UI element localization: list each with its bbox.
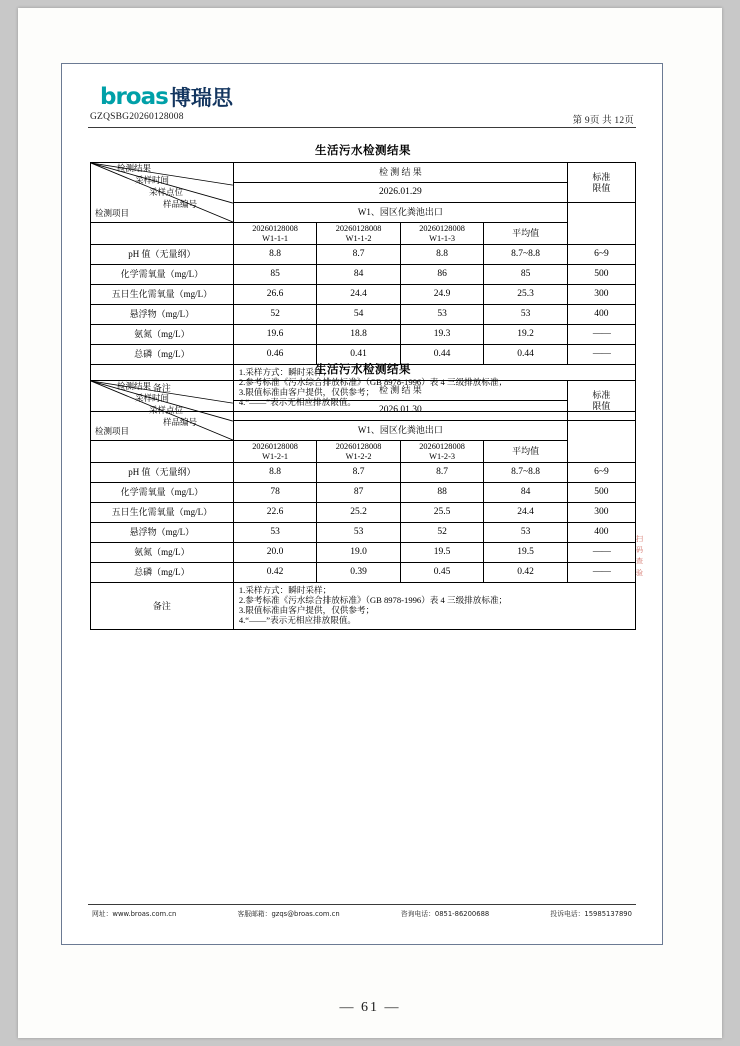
sample-code: 20260128008 [419, 224, 465, 233]
side-mark: 码 [636, 546, 643, 555]
table-row [91, 543, 636, 563]
limit-header-line1: 标准 [592, 172, 611, 183]
sampling-point: W1、园区化粪池出口 [233, 421, 567, 441]
row-item: 化学需氧量（mg/L） [91, 265, 234, 285]
table-row [91, 523, 636, 543]
notes-label: 备注 [91, 365, 234, 412]
sample-id-3 [400, 441, 484, 463]
row-value-1: 8.8 [233, 463, 317, 483]
note-line: 1.采样方式：瞬时采样； [238, 367, 332, 378]
side-mark: 扫 [636, 535, 643, 543]
row-average: 0.44 [484, 345, 568, 365]
corner-label-1: 检测结果 [117, 164, 152, 174]
sample-id-1 [233, 223, 317, 245]
row-value-1: 85 [233, 265, 317, 285]
note-line: 3.限值标准由客户提供，仅供参考； [238, 386, 375, 397]
row-limit: 300 [567, 285, 635, 305]
sample-code: 20260128008 [252, 224, 298, 233]
result-header: 检 测 结 果 [233, 381, 567, 401]
sampling-date: 2026.01.30 [233, 401, 567, 421]
item-header [91, 441, 234, 463]
row-value-3: 0.44 [400, 345, 484, 365]
row-value-3: 86 [400, 265, 484, 285]
row-limit: 6~9 [567, 245, 635, 265]
row-value-2: 53 [317, 523, 401, 543]
note-line: 4.“——”表示无相应排放限值。 [238, 396, 357, 407]
table-row [91, 245, 636, 265]
sampling-date: 2026.01.29 [233, 183, 567, 203]
sample-sub: W1-2-3 [429, 451, 455, 461]
row-value-2: 87 [317, 483, 401, 503]
corner-label-3: 采样点位 [149, 188, 184, 198]
row-value-2: 8.7 [317, 463, 401, 483]
table-row [91, 285, 636, 305]
row-average: 19.5 [484, 543, 568, 563]
row-limit: 500 [567, 483, 635, 503]
corner-label-4: 样品编号 [163, 200, 198, 210]
table-row [91, 563, 636, 583]
note-line: 2.参考标准《污水综合排放标准》（GB 8978-1996）表 4 三级排放标准； [238, 594, 508, 605]
corner-label-5: 检测项目 [95, 427, 130, 438]
row-value-1: 26.6 [233, 285, 317, 305]
row-value-1: 0.42 [233, 563, 317, 583]
table-row [91, 583, 636, 630]
corner-label-2: 采样时间 [135, 394, 170, 404]
result-table-2 [90, 376, 636, 630]
row-value-3: 19.3 [400, 325, 484, 345]
row-average: 25.3 [484, 285, 568, 305]
sample-code: 20260128008 [419, 442, 465, 451]
row-value-3: 19.5 [400, 543, 484, 563]
row-value-1: 53 [233, 523, 317, 543]
row-average: 0.42 [484, 563, 568, 583]
table-row [91, 483, 636, 503]
row-value-3: 25.5 [400, 503, 484, 523]
corner-label-1: 检测结果 [117, 382, 152, 392]
sample-sub: W1-1-1 [262, 233, 288, 243]
sample-code: 20260128008 [335, 224, 382, 233]
corner-label-3: 采样点位 [149, 406, 184, 416]
row-value-3: 8.8 [400, 245, 484, 265]
row-value-2: 0.39 [317, 563, 401, 583]
sample-sub: W1-1-3 [429, 233, 455, 243]
document-page [18, 8, 722, 1038]
header-divider [88, 127, 636, 128]
row-value-2: 8.7 [317, 245, 401, 265]
row-item: 五日生化需氧量（mg/L） [91, 285, 234, 305]
row-value-3: 52 [400, 523, 484, 543]
row-value-2: 18.8 [317, 325, 401, 345]
row-value-2: 84 [317, 265, 401, 285]
table-row [91, 305, 636, 325]
sampling-point: W1、园区化粪池出口 [233, 203, 567, 223]
corner-header-cell [91, 381, 234, 441]
note-line: 3.限值标准由客户提供，仅供参考； [238, 604, 375, 615]
report-frame [61, 63, 663, 945]
page-indicator: 第 9页 共 12页 [572, 116, 634, 126]
row-item: pH 值（无量纲） [91, 245, 234, 265]
result-header: 检 测 结 果 [233, 163, 567, 183]
row-average: 85 [484, 265, 568, 285]
limit-header-spacer [567, 421, 635, 463]
item-header [91, 223, 234, 245]
row-limit: —— [567, 345, 635, 365]
limit-header [567, 381, 635, 421]
sample-sub: W1-1-2 [345, 233, 372, 243]
row-item: 总磷（mg/L） [91, 563, 234, 583]
row-limit: —— [567, 325, 635, 345]
sample-id-1 [233, 441, 317, 463]
row-average: 8.7~8.8 [484, 245, 568, 265]
row-value-2: 24.4 [317, 285, 401, 305]
row-value-1: 8.8 [233, 245, 317, 265]
row-item: 悬浮物（mg/L） [91, 305, 234, 325]
row-value-3: 8.7 [400, 463, 484, 483]
report-number: GZQSBG20260128008 [90, 112, 184, 122]
row-value-2: 54 [317, 305, 401, 325]
row-value-1: 19.6 [233, 325, 317, 345]
table-row [91, 381, 636, 401]
row-item: pH 值（无量纲） [91, 463, 234, 483]
row-value-1: 78 [233, 483, 317, 503]
footer-divider [88, 904, 636, 905]
row-item: 化学需氧量（mg/L） [91, 483, 234, 503]
row-item: 氨氮（mg/L） [91, 543, 234, 563]
side-mark: 查 [636, 557, 643, 566]
limit-header-spacer [567, 203, 635, 245]
company-logo [100, 82, 233, 112]
row-item: 五日生化需氧量（mg/L） [91, 503, 234, 523]
row-item: 悬浮物（mg/L） [91, 523, 234, 543]
sample-code: 20260128008 [335, 442, 382, 451]
row-value-1: 0.46 [233, 345, 317, 365]
page-footer [88, 904, 636, 918]
row-value-3: 24.9 [400, 285, 484, 305]
average-header: 平均值 [484, 441, 568, 463]
table-row [91, 223, 636, 245]
note-line: 4.“——”表示无相应排放限值。 [238, 614, 357, 625]
limit-header-line2: 限值 [592, 400, 611, 411]
row-limit: 400 [567, 523, 635, 543]
sample-code: 20260128008 [252, 442, 298, 451]
notes-label: 备注 [91, 583, 234, 630]
footer-phone: 咨询电话：0851-86200688 [400, 910, 490, 918]
row-limit: —— [567, 563, 635, 583]
footer-row [88, 908, 636, 918]
row-value-1: 22.6 [233, 503, 317, 523]
sample-id-2 [317, 223, 401, 245]
sample-id-3 [400, 223, 484, 245]
logo-chinese-text: 博瑞思 [169, 86, 233, 110]
row-item: 总磷（mg/L） [91, 345, 234, 365]
row-value-1: 20.0 [233, 543, 317, 563]
sample-sub: W1-2-2 [345, 451, 372, 461]
average-header: 平均值 [484, 223, 568, 245]
row-value-1: 52 [233, 305, 317, 325]
corner-label-2: 采样时间 [135, 176, 170, 186]
row-limit: 500 [567, 265, 635, 285]
limit-header-line1: 标准 [592, 390, 611, 401]
note-line: 2.参考标准《污水综合排放标准》（GB 8978-1996）表 4 三级排放标准； [238, 376, 508, 387]
note-line: 1.采样方式：瞬时采样； [238, 585, 332, 596]
row-limit: 300 [567, 503, 635, 523]
row-average: 24.4 [484, 503, 568, 523]
limit-header [567, 163, 635, 203]
row-limit: —— [567, 543, 635, 563]
footer-email: 客服邮箱：gzqs@broas.com.cn [237, 910, 340, 918]
table-row [91, 163, 636, 183]
logo-mark-text: broas [100, 84, 168, 110]
row-average: 53 [484, 305, 568, 325]
row-average: 19.2 [484, 325, 568, 345]
sample-sub: W1-2-1 [262, 451, 288, 461]
row-item: 氨氮（mg/L） [91, 325, 234, 345]
sample-id-2 [317, 441, 401, 463]
row-value-3: 0.45 [400, 563, 484, 583]
row-value-2: 0.41 [317, 345, 401, 365]
side-verification-marks [636, 534, 652, 579]
row-average: 8.7~8.8 [484, 463, 568, 483]
row-limit: 400 [567, 305, 635, 325]
row-value-2: 25.2 [317, 503, 401, 523]
limit-header-line2: 限值 [592, 182, 611, 193]
row-limit: 6~9 [567, 463, 635, 483]
result-section-2 [90, 361, 636, 630]
table-row [91, 441, 636, 463]
row-average: 84 [484, 483, 568, 503]
corner-label-4: 样品编号 [163, 418, 198, 428]
footer-complaint-phone: 投诉电话：15985137890 [550, 910, 632, 918]
section-title: 生活污水检测结果 [315, 143, 411, 157]
footer-website: 网址：www.broas.com.cn [92, 910, 177, 918]
row-value-3: 88 [400, 483, 484, 503]
row-value-2: 19.0 [317, 543, 401, 563]
section-title: 生活污水检测结果 [315, 362, 411, 376]
row-average: 53 [484, 523, 568, 543]
corner-label-5: 检测项目 [95, 209, 130, 220]
corner-header-cell [91, 163, 234, 223]
table-row [91, 503, 636, 523]
table-row [91, 325, 636, 345]
row-value-3: 53 [400, 305, 484, 325]
notes-cell [233, 583, 635, 630]
side-mark: 验 [636, 568, 643, 577]
table-row [91, 463, 636, 483]
table-row [91, 265, 636, 285]
page-number: — 61 — [339, 1000, 401, 1015]
